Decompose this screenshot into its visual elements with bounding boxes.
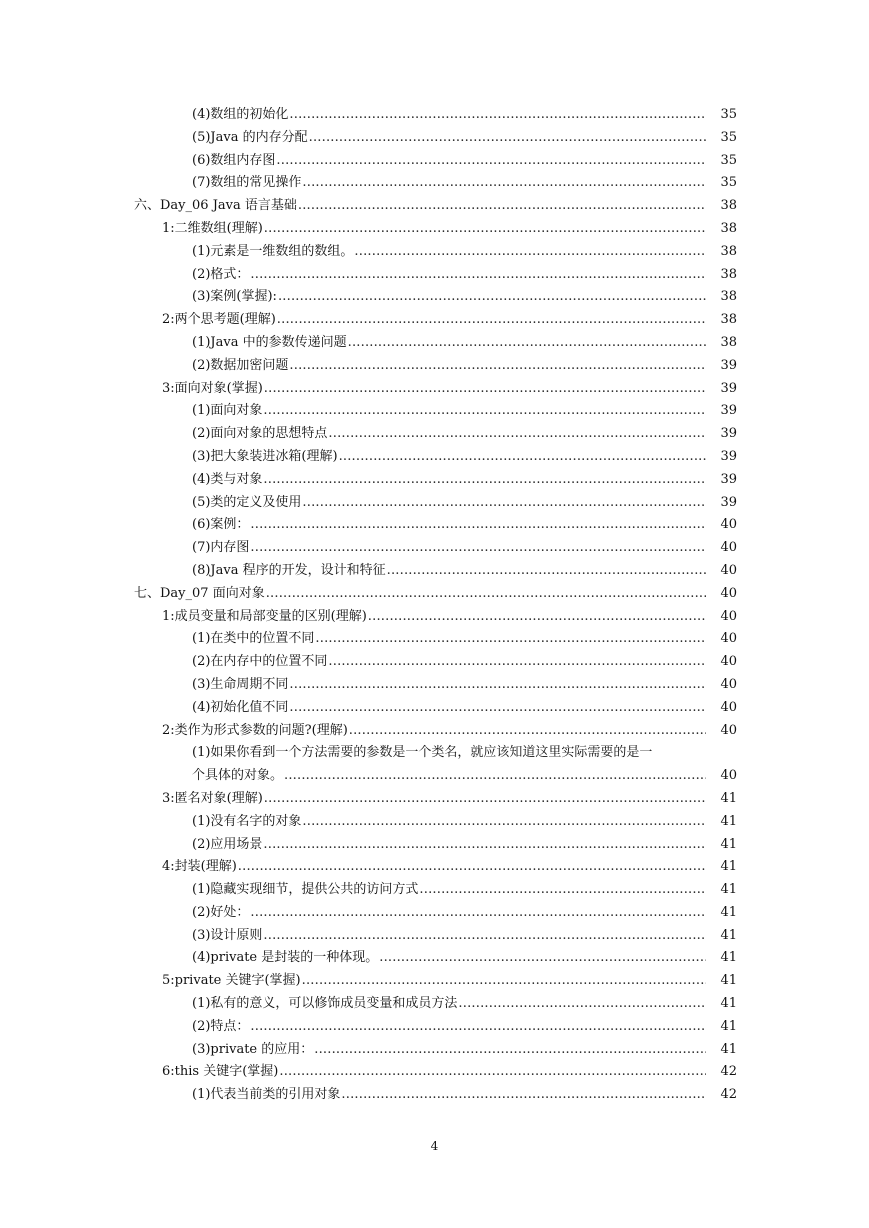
toc-entry-page: 39 [720, 494, 737, 510]
toc-entry[interactable] [0, 241, 869, 264]
toc-entry[interactable] [0, 218, 869, 241]
toc-entry[interactable] [0, 286, 869, 309]
dot-leader [302, 970, 706, 993]
toc-entry-page: 41 [720, 790, 737, 806]
toc-entry-title: 六、Day_06 Java 语言基础 [134, 198, 297, 214]
toc-entry-title: (1)Java 中的参数传递问题 [192, 334, 347, 350]
toc-entry[interactable] [0, 1084, 869, 1107]
dot-leader [348, 332, 706, 355]
toc-entry[interactable] [0, 195, 869, 218]
toc-entry-page: 40 [720, 768, 737, 784]
dot-leader [349, 720, 706, 743]
toc-entry-title: (2)面向对象的思想特点 [192, 426, 328, 442]
dot-leader [387, 560, 706, 583]
toc-entry[interactable] [0, 651, 869, 674]
toc-entry-page: 41 [720, 882, 737, 898]
toc-entry-title: (1)代表当前类的引用对象 [192, 1087, 341, 1103]
dot-leader [263, 469, 706, 492]
table-of-contents [0, 104, 869, 1107]
toc-entry-page: 39 [720, 426, 737, 442]
toc-entry-page: 40 [720, 585, 737, 601]
toc-entry-title: (2)好处： [192, 904, 250, 920]
dot-leader [309, 127, 706, 150]
dot-leader [341, 1084, 706, 1107]
toc-entry[interactable] [0, 720, 869, 743]
toc-entry-title: (2)格式： [192, 266, 250, 282]
toc-entry-title: (2)应用场景 [192, 836, 263, 852]
toc-entry-page: 41 [720, 950, 737, 966]
toc-entry[interactable] [0, 970, 869, 993]
toc-entry-title: (1)隐藏实现细节，提供公共的访问方式 [192, 882, 419, 898]
dot-leader [302, 811, 706, 834]
toc-entry-page: 41 [720, 836, 737, 852]
toc-entry-title: (3)设计原则 [192, 927, 263, 943]
toc-entry-page: 38 [720, 266, 737, 282]
toc-entry[interactable] [0, 1061, 869, 1084]
dot-leader [289, 104, 706, 127]
toc-entry-page: 40 [720, 631, 737, 647]
toc-entry-page: 40 [720, 654, 737, 670]
toc-entry-title: (5)类的定义及使用 [192, 494, 302, 510]
toc-entry-title: 七、Day_07 面向对象 [134, 585, 265, 601]
dot-leader [278, 286, 706, 309]
toc-entry[interactable] [0, 537, 869, 560]
toc-entry-page: 40 [720, 517, 737, 533]
toc-entry-page: 42 [720, 1064, 737, 1080]
toc-entry-title: (2)数据加密问题 [192, 357, 289, 373]
toc-entry[interactable] [0, 446, 869, 469]
toc-entry-title: (1)元素是一维数组的数组。 [192, 243, 354, 259]
dot-leader [263, 400, 706, 423]
toc-entry-page: 39 [720, 380, 737, 396]
toc-entry-page: 39 [720, 357, 737, 373]
toc-entry-title: (1)没有名字的对象 [192, 813, 302, 829]
toc-entry-title: 4:封装(理解) [162, 859, 237, 875]
toc-entry-title: (6)数组内存图 [192, 152, 276, 168]
toc-entry-page: 41 [720, 1018, 737, 1034]
dot-leader [264, 788, 706, 811]
toc-entry[interactable] [0, 332, 869, 355]
toc-entry-title: (7)内存图 [192, 540, 250, 556]
dot-leader [354, 241, 706, 264]
dot-leader [277, 309, 706, 332]
toc-entry-page: 41 [720, 813, 737, 829]
toc-entry-title: (2)在内存中的位置不同 [192, 654, 328, 670]
dot-leader [250, 514, 706, 537]
dot-leader [276, 150, 706, 173]
toc-entry[interactable] [0, 811, 869, 834]
toc-entry-title: (3)把大象装进冰箱(理解) [192, 448, 338, 464]
toc-entry-page: 35 [720, 152, 737, 168]
toc-entry[interactable] [0, 879, 869, 902]
toc-entry[interactable] [0, 150, 869, 173]
toc-entry-page: 41 [720, 1041, 737, 1057]
toc-entry[interactable] [0, 423, 869, 446]
toc-entry-page: 38 [720, 243, 737, 259]
dot-leader [328, 651, 706, 674]
toc-entry-title: 5:private 关键字(掌握) [162, 973, 301, 989]
toc-entry[interactable] [0, 697, 869, 720]
toc-entry-title: (4)类与对象 [192, 471, 263, 487]
dot-leader [379, 947, 706, 970]
dot-leader [264, 378, 706, 401]
toc-entry-title: (3)案例(掌握): [192, 289, 277, 305]
toc-entry-title: (6)案例： [192, 517, 250, 533]
toc-entry-page: 35 [720, 175, 737, 191]
toc-entry[interactable] [0, 583, 869, 606]
toc-entry-page: 40 [720, 699, 737, 715]
toc-entry-page: 40 [720, 540, 737, 556]
toc-entry-page: 41 [720, 996, 737, 1012]
toc-entry[interactable] [0, 492, 869, 515]
toc-entry[interactable] [0, 400, 869, 423]
toc-entry[interactable] [0, 104, 869, 127]
toc-entry[interactable] [0, 674, 869, 697]
dot-leader [250, 537, 706, 560]
toc-entry-title: (1)如果你看到一个方法需要的参数是一个类名，就应该知道这里实际需要的是一 [192, 745, 653, 761]
dot-leader [302, 492, 706, 515]
toc-entry[interactable] [0, 902, 869, 925]
toc-entry-page: 38 [720, 289, 737, 305]
toc-entry-page: 40 [720, 562, 737, 578]
dot-leader [419, 879, 706, 902]
toc-entry-title: 3:匿名对象(理解) [162, 790, 263, 806]
dot-leader [250, 264, 706, 287]
toc-entry-title-continued: 个具体的对象。 [192, 768, 284, 784]
toc-entry-title: (4)初始化值不同 [192, 699, 289, 715]
toc-entry-title: 1:二维数组(理解) [162, 220, 263, 236]
dot-leader [289, 674, 706, 697]
toc-entry-title: 6:this 关键字(掌握) [162, 1064, 279, 1080]
toc-entry[interactable] [0, 355, 869, 378]
dot-leader [263, 834, 706, 857]
toc-entry-page: 41 [720, 927, 737, 943]
toc-entry[interactable] [0, 560, 869, 583]
toc-entry-page: 40 [720, 722, 737, 738]
toc-entry-title: (4)数组的初始化 [192, 107, 289, 122]
toc-entry[interactable] [0, 1039, 869, 1062]
toc-entry-page: 38 [720, 312, 737, 328]
toc-entry-page: 40 [720, 676, 737, 692]
toc-entry-title: (3)生命周期不同 [192, 676, 289, 692]
dot-leader [250, 902, 706, 925]
toc-entry[interactable] [0, 606, 869, 629]
dot-leader [302, 172, 706, 195]
dot-leader [368, 606, 706, 629]
toc-entry[interactable] [0, 469, 869, 492]
toc-entry[interactable] [0, 1016, 869, 1039]
toc-entry-page: 41 [720, 859, 737, 875]
toc-entry-page: 35 [720, 129, 737, 145]
toc-entry[interactable] [0, 856, 869, 879]
toc-entry[interactable] [0, 628, 869, 651]
dot-leader [238, 856, 706, 879]
dot-leader [339, 446, 706, 469]
toc-entry[interactable] [0, 378, 869, 401]
toc-entry-page: 39 [720, 471, 737, 487]
page-number: 4 [430, 1139, 439, 1153]
dot-leader [315, 628, 706, 651]
dot-leader [289, 697, 706, 720]
toc-entry[interactable] [0, 788, 869, 811]
toc-entry-title: 2:两个思考题(理解) [162, 312, 276, 328]
toc-entry-title: (1)私有的意义，可以修饰成员变量和成员方法 [192, 996, 458, 1012]
toc-entry[interactable] [0, 514, 869, 537]
toc-entry[interactable] [0, 834, 869, 857]
dot-leader [289, 355, 706, 378]
toc-entry-title: 3:面向对象(掌握) [162, 380, 263, 396]
toc-entry-page: 38 [720, 334, 737, 350]
toc-entry[interactable] [0, 947, 869, 970]
toc-entry[interactable] [0, 925, 869, 948]
dot-leader [458, 993, 706, 1016]
toc-entry-title: (7)数组的常见操作 [192, 175, 302, 191]
toc-entry-title: (4)private 是封装的一种体现。 [192, 950, 379, 966]
toc-entry-page: 40 [720, 608, 737, 624]
dot-leader [266, 583, 706, 606]
toc-entry-title: (8)Java 程序的开发，设计和特征 [192, 562, 386, 578]
toc-entry-title: 2:类作为形式参数的问题?(理解) [162, 722, 348, 738]
toc-entry-title: (5)Java 的内存分配 [192, 129, 308, 145]
dot-leader [263, 925, 706, 948]
toc-entry-page: 35 [720, 107, 737, 122]
dot-leader [328, 423, 706, 446]
toc-entry-title: 1:成员变量和局部变量的区别(理解) [162, 608, 367, 624]
toc-entry-page: 38 [720, 198, 737, 214]
dot-leader [284, 765, 706, 788]
dot-leader [314, 1039, 706, 1062]
toc-entry[interactable] [0, 993, 869, 1016]
toc-entry-page: 41 [720, 973, 737, 989]
toc-entry[interactable] [0, 127, 869, 150]
dot-leader [298, 195, 706, 218]
toc-entry-title: (2)特点： [192, 1018, 250, 1034]
toc-entry[interactable] [0, 742, 869, 788]
toc-entry[interactable] [0, 309, 869, 332]
dot-leader [250, 1016, 706, 1039]
toc-entry-title: (1)在类中的位置不同 [192, 631, 315, 647]
toc-entry-page: 41 [720, 904, 737, 920]
toc-entry-page: 38 [720, 220, 737, 236]
dot-leader [279, 1061, 706, 1084]
toc-entry-page: 39 [720, 403, 737, 419]
toc-entry[interactable] [0, 172, 869, 195]
dot-leader [264, 218, 706, 241]
toc-entry-title: (1)面向对象 [192, 403, 263, 419]
toc-entry-title: (3)private 的应用： [192, 1041, 314, 1057]
toc-entry-page: 39 [720, 448, 737, 464]
toc-entry-page: 42 [720, 1087, 737, 1103]
toc-entry[interactable] [0, 264, 869, 287]
